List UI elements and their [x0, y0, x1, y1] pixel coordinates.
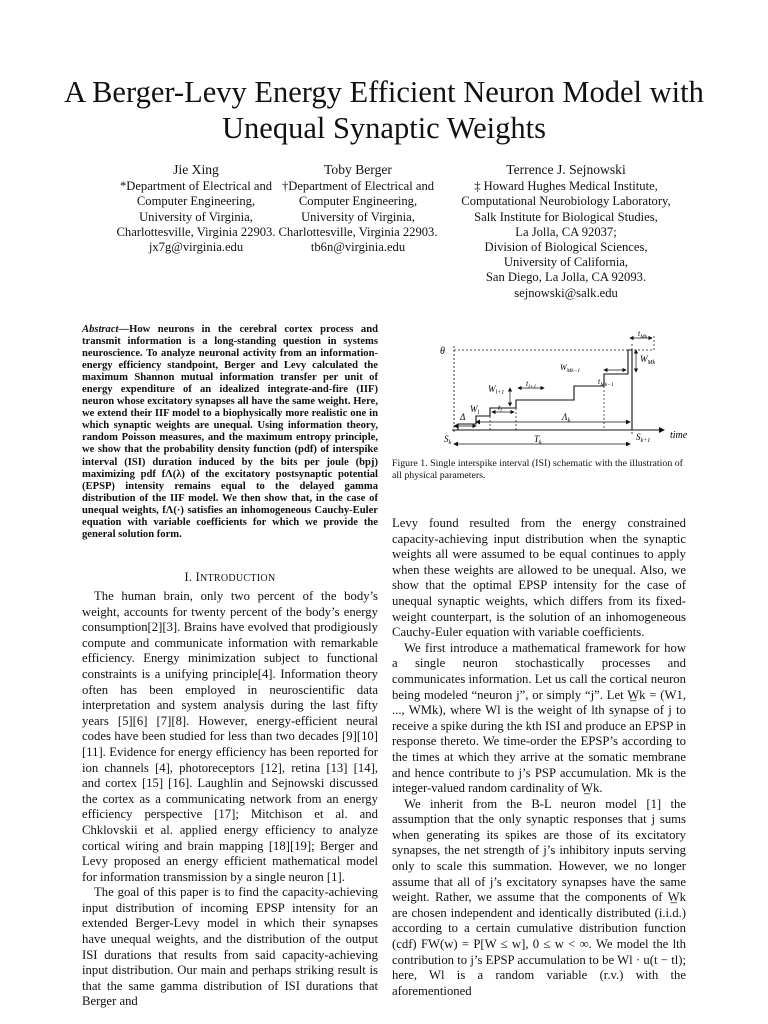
label-tmk: $t_{Mk}$	[638, 329, 648, 340]
label-theta: θ	[440, 346, 445, 357]
author-email[interactable]: sejnowski@salk.edu	[514, 285, 618, 300]
author-affiliation-line: University of Virginia,	[139, 209, 253, 224]
author-affiliation-line: Computational Neurobiology Laboratory,	[461, 194, 671, 209]
paragraph: Levy found resulted from the energy constrained capacity-achieving input distribution when the synaptic weights all were assumed to be equal continues to apply when these weights are allowed to be unequal. Also, we show that the optimal EPSP intensity for the case of unequal synaptic weights, which differs from its fixed-weight counterpart, is the solution of an inhomogeneous Cauchy-Euler equation with variable coefficients.	[392, 516, 686, 640]
label-wl1-symbol: W	[488, 384, 496, 394]
paper-title: A Berger-Levy Energy Efficient Neuron Model with Unequal Synaptic Weights	[64, 75, 704, 145]
abstract-lead: Abstract	[82, 324, 119, 335]
abstract	[82, 324, 378, 541]
paragraph: We inherit from the B-L neuron model [1] the assumption that the only synaptic responses that j sums when generating its spikes are those of its excitatory synapses, the net strength of j’s inhibitory inputs serving only to scale this summation. However, we no longer assume that all of j’s excitatory synapses have the same weight. Rather, we assume that the components of W̲k are chosen independent and identically distributed (i.i.d.) according to a certain cumulative distribution function (cdf) FW(w) = P[W ≤ w], 0 ≤ w < ∞. We model the lth contribution to j’s EPSP accumulation to be Wl · u(t − tl); here, Wl is a random variable (r.v.) with the aforementioned	[392, 796, 686, 998]
label-tk-symbol: T	[534, 434, 540, 444]
isi-schematic-svg	[392, 326, 692, 446]
figure-isi-schematic	[392, 326, 692, 446]
author-affiliation-line: Division of Biological Sciences,	[484, 240, 648, 255]
author-affiliation-line: ‡ Howard Hughes Medical Institute,	[474, 179, 658, 194]
author-affiliation-line: Computer Engineering,	[136, 194, 256, 209]
label-wmk1: $W_{Mk-1}$	[560, 363, 581, 374]
label-wmk-symbol: W	[640, 354, 648, 364]
paragraph: The human brain, only two percent of the body’s weight, accounts for twenty percent of the body’s energy consumption[2][3]. Brains have evolved that prodigiously compute and communicate information with remarkable efficiency. Energy minimization subject to functional constraints is a unifying principle[4]. Information theory often has been employed in neuroscientific data interpretation and system analysis during the last fifty years [5][6] [7][8]. However, energy-efficient neural codes have been studied for less than two decades [9][10][11]. Evidence for energy efficiency has been reported for ion channels [4], photoreceptors [12], retina [13] [14], and cortex [15] [16]. Laughlin and Sejnowski discussed the cortex as a communicating network from an energy efficiency perspective [17]; Mitchison et al. and Chklovskii et al. applied energy efficiency to analyze cortical wiring and brain mapping [18][19]; Berger and Levy proposed an energy efficient mathematical model for information transmission by a single neuron [1].	[82, 589, 378, 884]
label-tl1: $t_{l+1}$	[526, 379, 537, 390]
section-number: I.	[184, 570, 193, 584]
section-title-initial: I	[195, 570, 200, 584]
label-sk-symbol: S	[444, 434, 449, 444]
paragraph: The goal of this paper is to find the capacity-achieving input distribution of incoming EPSP intensity for an extended Berger-Levy model in which their synapses have unequal weights, and the distribution of the output ISI durations that results from said capacity-achieving input distribution. Our main and perhaps striking result is that the same gamma distribution of ISI durations that Berger and	[82, 885, 378, 1009]
label-w1: $W_l$	[470, 404, 480, 416]
label-sk: $S_k$	[444, 434, 452, 446]
label-tmk1: $t_{Mk-1}$	[598, 377, 614, 388]
author-affiliation-line: Charlottesville, Virginia 22903.	[278, 224, 438, 239]
label-wmk1-symbol: W	[560, 363, 567, 372]
author-block-2	[252, 162, 464, 255]
label-lambda-symbol: Λ	[562, 412, 568, 422]
author-affiliation-line: University of Virginia,	[301, 209, 415, 224]
abstract-text: —How neurons in the cerebral cortex process and transmit information is a long-standing question in systems neuroscience. To analyze neuronal activity from an information-energy efficiency standpoint, Berger and Levy calculated the maximum Shannon mutual information transfer per unit of energy expenditure of an idealized integrate-and-fire (IIF) neuron whose excitatory synapses all have the same weight. Here, we extend their IIF model to a biophysically more realistic one in which synaptic weights are unequal. Using information theory, random Poisson measures, and the maximum entropy principle, we show that the probability density function (pdf) of interspike interval (ISI) duration induced by the bits per joule (bpj) maximizing pdf fΛ(λ) of the excitatory postsynaptic potential (EPSP) intensity remains equal to the delayed gamma distribution of the IIF model. We then show that, in the case of unequal weights, fΛ(·) satisfies an inhomogeneous Cauchy-Euler equation with variable coefficients for which we provide the general solution form.	[82, 324, 378, 540]
label-tmk1-symbol: t	[598, 377, 601, 386]
label-sk1: $S_{k+1}$	[636, 432, 651, 444]
label-t1: $t_l$	[498, 403, 502, 414]
author-name: Terrence J. Sejnowski	[506, 162, 626, 177]
label-lambda: $\Lambda_k$	[562, 412, 571, 424]
author-affiliation-line: Charlottesville, Virginia 22903.	[116, 224, 276, 239]
author-name: Toby Berger	[324, 162, 392, 177]
author-affiliation-line: San Diego, La Jolla, CA 92093.	[485, 270, 647, 285]
author-affiliation-line: Salk Institute for Biological Studies,	[474, 209, 658, 224]
author-name: Jie Xing	[173, 162, 219, 177]
right-column-body	[392, 516, 686, 999]
author-email[interactable]: tb6n@virginia.edu	[310, 240, 406, 255]
label-tl1-symbol: t	[526, 379, 529, 388]
author-affiliation-line: University of California,	[503, 255, 629, 270]
paragraph: We first introduce a mathematical framework for how a single neuron stochastically processes and communicates information. Let us call the cortical neuron being modeled “neuron j”, or simply “j”. Let W̲k = (W1, ..., WMk), where Wl is the weight of lth synapse of j to receive a spike during the kth ISI and produce an EPSP in response thereto. We time-order the EPSP’s according to the times at which they arrive at the somatic membrane and hence contribute to j’s PSP accumulation. Mk is the integer-valued random cardinality of W̲k.	[392, 640, 686, 796]
label-time: time	[670, 430, 688, 441]
label-wmk: $W_{Mk}$	[640, 354, 656, 366]
author-affiliation-line: La Jolla, CA 92037;	[515, 224, 617, 239]
label-t1-symbol: t	[498, 403, 501, 412]
psp-staircase	[458, 350, 632, 430]
author-affiliation-line: Computer Engineering,	[298, 194, 418, 209]
label-sk1-symbol: S	[636, 432, 641, 442]
author-affiliation-line: *Department of Electrical and	[119, 179, 273, 194]
label-wl1: $W_{l+1}$	[488, 384, 505, 396]
section-title-rest: NTRODUCTION	[199, 573, 276, 584]
label-w1-symbol: W	[470, 404, 478, 414]
left-column-body	[82, 589, 378, 1010]
author-email[interactable]: jx7g@virginia.edu	[148, 240, 244, 255]
label-delta: Δ	[460, 412, 466, 422]
label-tmk-symbol: t	[638, 329, 641, 338]
author-affiliation-line: †Department of Electrical and	[281, 179, 435, 194]
label-tk: $T_k$	[534, 434, 542, 446]
figure-caption: Figure 1. Single interspike interval (ISI) schematic with the illustration of all physical parameters.	[392, 458, 683, 481]
section-heading	[82, 570, 378, 585]
author-block-3	[446, 162, 686, 301]
